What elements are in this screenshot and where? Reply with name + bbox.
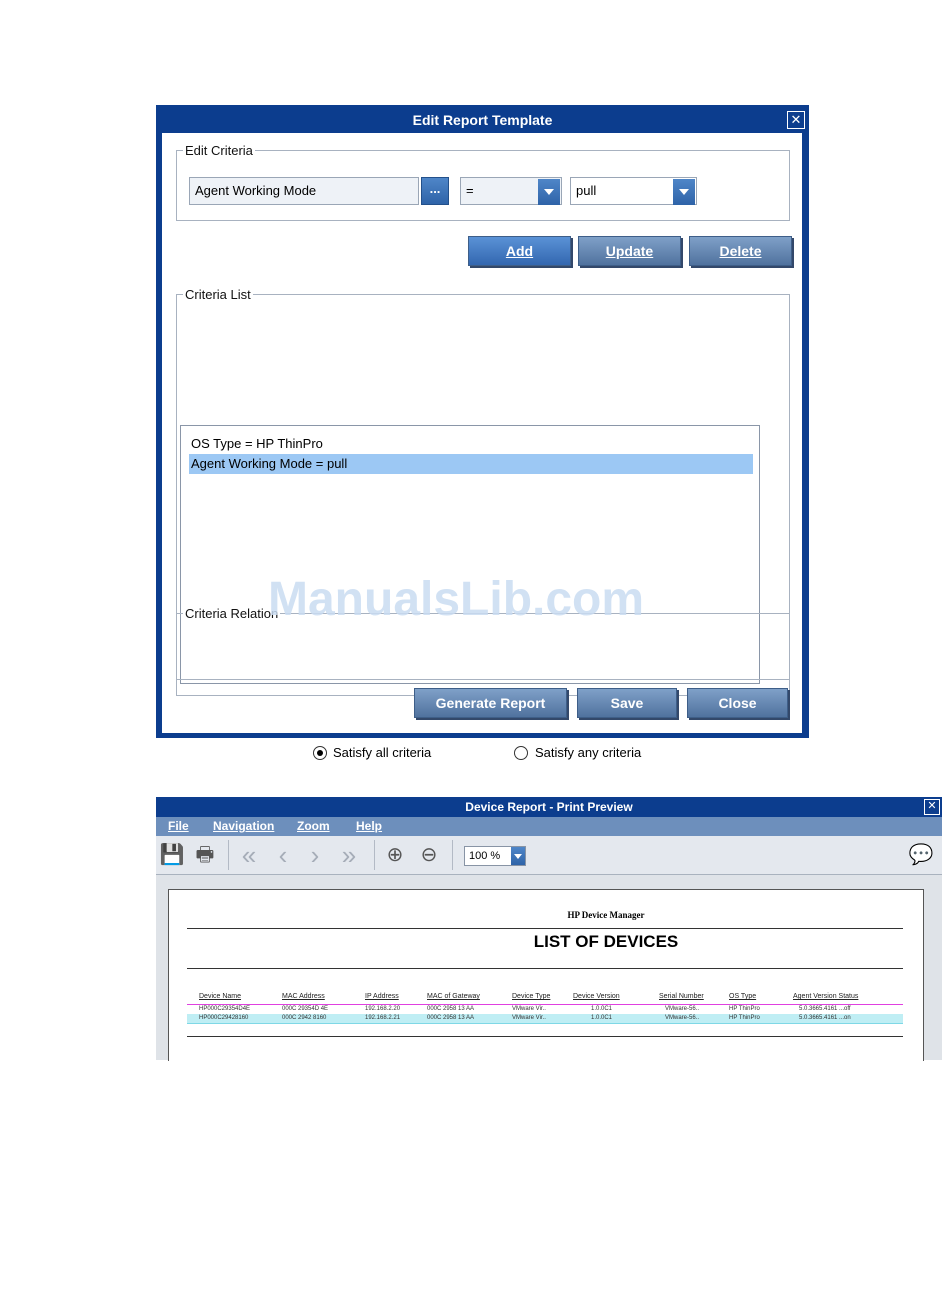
edit-criteria-legend: Edit Criteria <box>185 143 253 158</box>
table-cell: HP ThinPro <box>729 1015 760 1021</box>
chat-bubble-icon[interactable]: 💬 <box>908 844 934 866</box>
preview-canvas <box>156 875 942 1060</box>
menu-zoom[interactable]: Zoom <box>297 819 330 833</box>
satisfy-any-label[interactable]: Satisfy any criteria <box>535 745 642 760</box>
value-select[interactable] <box>570 177 697 205</box>
table-cell: 000C 29354D 4E <box>282 1006 329 1012</box>
close-icon[interactable]: ✕ <box>787 111 805 129</box>
table-cell: 192.168.2.20 <box>365 1006 401 1012</box>
value-text: pull <box>576 183 597 198</box>
update-button[interactable]: Update <box>578 236 681 266</box>
watermark: ManualsLib.com <box>268 573 645 626</box>
table-cell: 000C 2942 8160 <box>282 1015 327 1021</box>
report-heading: LIST OF DEVICES <box>533 932 679 951</box>
table-cell: 5.0.3665.4161 ...off <box>799 1006 851 1012</box>
chevron-down-icon[interactable] <box>538 179 560 205</box>
criteria-list-item[interactable]: OS Type = HP ThinPro <box>191 436 323 451</box>
column-header: MAC of Gateway <box>427 993 480 1000</box>
table-cell: 1.0.0C1 <box>591 1015 613 1021</box>
criteria-list-legend: Criteria List <box>185 287 251 302</box>
toolbar-separator <box>452 840 453 870</box>
menu-navigation[interactable]: Navigation <box>213 819 275 833</box>
zoom-value: 100 % <box>469 850 501 862</box>
operator-value: = <box>466 183 474 198</box>
operator-select[interactable] <box>460 177 562 205</box>
previous-page-icon[interactable]: ‹ <box>278 840 288 870</box>
print-preview-window <box>156 797 942 1060</box>
criteria-list-item-selected[interactable]: Agent Working Mode = pull <box>189 454 753 474</box>
close-icon[interactable]: ✕ <box>924 799 940 815</box>
toolbar-separator <box>374 840 375 870</box>
table-cell: HP000C29428160 <box>199 1015 249 1021</box>
print-icon[interactable]: 🖶 <box>195 844 215 866</box>
zoom-select[interactable] <box>464 846 526 866</box>
table-cell: 000C 2958 13 AA <box>427 1015 475 1021</box>
first-page-icon[interactable]: « <box>241 840 257 870</box>
table-cell: VMware Vir.. <box>512 1015 546 1021</box>
zoom-in-icon[interactable]: ⊕ <box>386 844 404 866</box>
table-cell: 5.0.3665.4161 ...on <box>799 1015 851 1021</box>
table-cell: HP ThinPro <box>729 1006 760 1012</box>
preview-title: Device Report - Print Preview <box>156 797 942 817</box>
table-cell: 000C 2958 13 AA <box>427 1006 475 1012</box>
report-divider <box>187 1036 903 1037</box>
report-company: HP Device Manager <box>567 910 645 920</box>
report-divider <box>187 968 903 969</box>
satisfy-all-label[interactable]: Satisfy all criteria <box>333 745 432 760</box>
column-header: Device Type <box>512 993 551 1000</box>
zoom-out-icon[interactable]: ⊖ <box>420 844 438 866</box>
column-header: Agent Version Status <box>793 993 859 1000</box>
add-button[interactable]: Add <box>468 236 571 266</box>
criteria-relation-legend: Criteria Relation <box>185 606 279 621</box>
menu-help[interactable]: Help <box>356 819 383 833</box>
report-page <box>168 889 924 1061</box>
table-cell: VMware Vir.. <box>512 1006 546 1012</box>
menu-bar <box>156 817 942 836</box>
report-divider <box>187 928 903 929</box>
column-header: IP Address <box>365 993 399 1000</box>
save-icon[interactable]: 💾 <box>159 844 185 866</box>
column-header: MAC Address <box>282 993 325 1000</box>
dialog-title: Edit Report Template <box>412 112 553 128</box>
chevron-down-icon[interactable] <box>673 179 695 205</box>
generate-report-button[interactable]: Generate Report <box>414 688 567 718</box>
column-header: Device Version <box>573 993 620 1000</box>
criteria-field-input[interactable]: Agent Working Mode <box>189 177 419 205</box>
table-cell: 1.0.0C1 <box>591 1006 613 1012</box>
edit-report-template-dialog <box>156 105 809 760</box>
menu-file[interactable]: File <box>168 819 189 833</box>
last-page-icon[interactable]: » <box>341 840 357 870</box>
delete-button[interactable]: Delete <box>689 236 792 266</box>
next-page-icon[interactable]: › <box>310 840 320 870</box>
satisfy-all-radio[interactable] <box>313 746 327 760</box>
column-header: Device Name <box>199 993 242 1000</box>
table-cell: VMware-56.. <box>665 1015 700 1021</box>
column-header: Serial Number <box>659 993 704 1000</box>
table-cell: VMware-56.. <box>665 1006 700 1012</box>
table-cell: HP000C29354D4E <box>199 1006 251 1012</box>
satisfy-any-radio[interactable] <box>514 746 528 760</box>
table-cell: 192.168.2.21 <box>365 1015 401 1021</box>
browse-field-button[interactable]: ... <box>421 177 449 205</box>
toolbar <box>156 836 942 875</box>
close-button[interactable]: Close <box>687 688 788 718</box>
toolbar-separator <box>228 840 229 870</box>
dialog-body <box>162 133 802 760</box>
save-button[interactable]: Save <box>577 688 677 718</box>
chevron-down-icon[interactable] <box>511 847 525 865</box>
column-header: OS Type <box>729 993 757 1000</box>
table-row[interactable] <box>187 1014 903 1024</box>
